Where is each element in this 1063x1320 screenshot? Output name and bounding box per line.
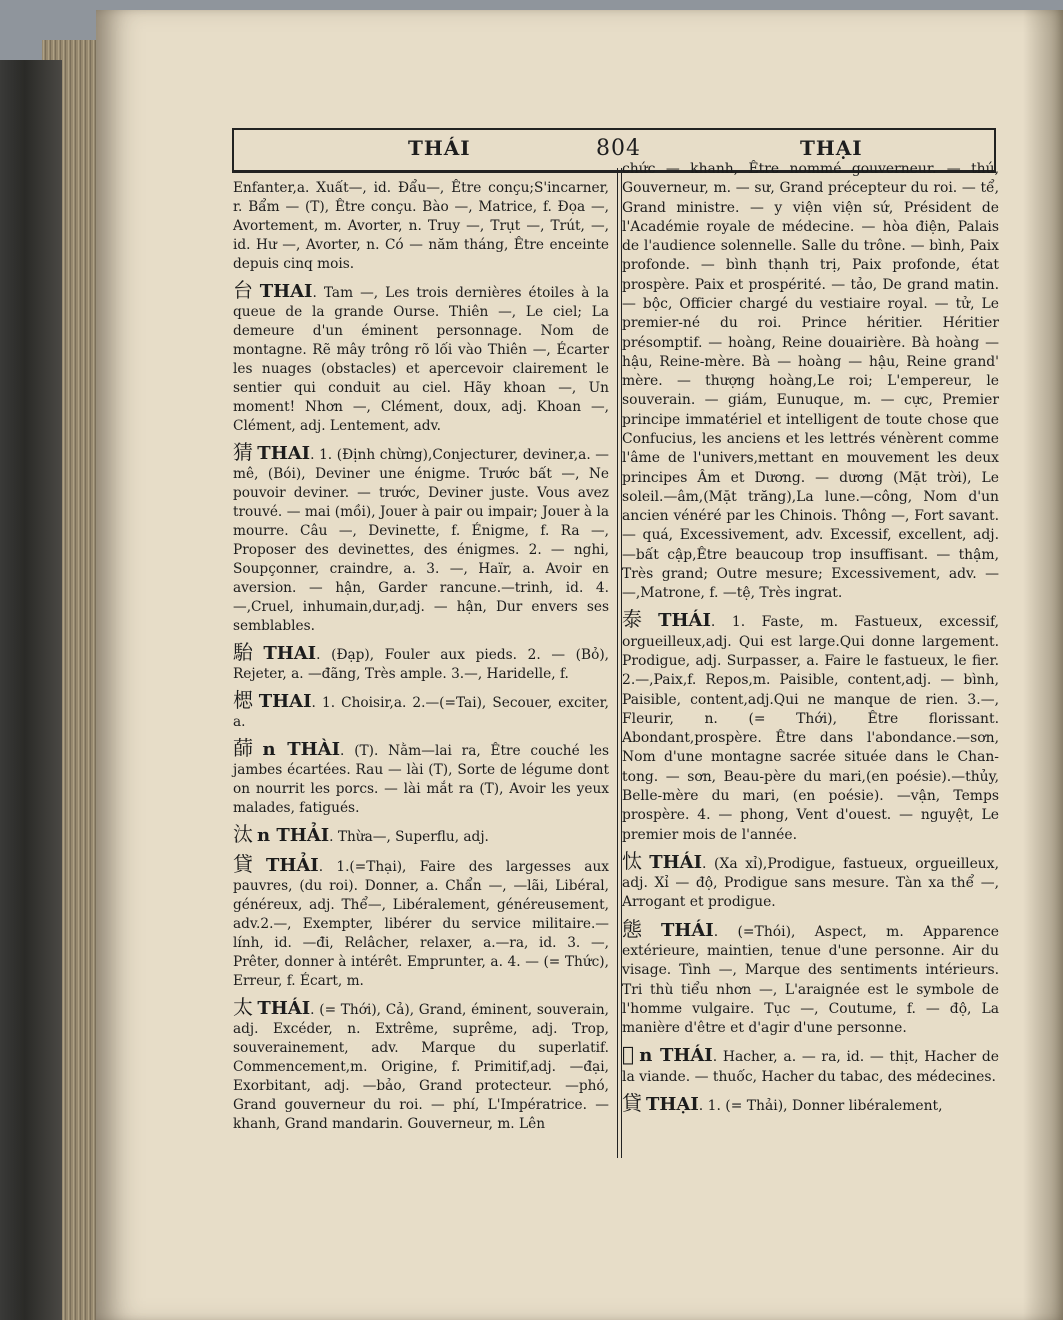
entry-glyph: 猜	[233, 440, 254, 465]
entry-headword: THÁI	[658, 610, 711, 632]
entry-headword: THÁI	[649, 851, 702, 873]
dictionary-entry	[233, 640, 610, 684]
dictionary-entry	[622, 1042, 999, 1087]
entry-text: . 1. Choisir,a. 2.—(=Tai), Secouer, exciter, a.	[233, 695, 610, 731]
entry-glyph: 蒒	[233, 736, 259, 761]
entry-text: . (Xa xỉ),Prodigue, fastueux, orgueilleux, adj. Xỉ — độ, Prodigue sans mesure. Tàn xa thể —, Arrogant et prodigue.	[622, 855, 999, 911]
entry-glyph: 楒	[233, 688, 255, 713]
entry-glyph: 泰	[622, 607, 655, 632]
entry-text: . 1. Faste, m. Fastueux, excessif, orgueilleux,adj. Qui est large.Qui donne largement. Prodigue, adj. Surpasser, a. Faire le fastueux, le fier. 2.—,Paix,f. Repos,m. Paisible, content,adj. — bình, Paisible, content,adj.Qui ne manque de rien. 3.—, Fleurir, n. (= Thới), Être florissant. Abondant,prospère. Être dans l'abondance.—sơn, Nom d'une montagne sacrée située dans le Chan-tong. — sơn, Beau-père du mari,(en poésie).—thủy, Belle-mère du mari, (en poésie). —vận, Temps prospère. 4. — phong, Vent d'ouest. — nguyệt, Le premier mois de l'année.	[622, 614, 1000, 843]
entry-text: . (T). Nằm—lai ra, Être couché les jambes écartées. Rau — lài (T), Sorte de légume dont on nourrit les porcs. — lài mắt ra (T), Avoir les yeux malades, fatigués.	[233, 743, 610, 817]
entry-text: . 1. (Định chừng),Conjecturer, deviner,a. —mê, (Bói), Deviner une énigme. Trước bất —, Ne pouvoir deviner. — trước, Deviner juste. Vous avez trouvé. — mai (mồi), Jouer à pair ou impair; Jouer à la mourre. Câu —, Devinette, f. Énigme, f. Ra —, Proposer des devinettes, des énigmes. 2. — nghi, Soupçonner, craindre, a. 3. —, Haïr, a. Avoir en aversion. — hận, Garder rancune.—trinh, id. 4.—,Cruel, inhumain,dur,adj. — hận, Dur envers ses semblables.	[233, 447, 609, 635]
entry-headword: n THÁI	[639, 1045, 713, 1067]
entry-text: . 1.(=Thại), Faire des largesses aux pauvres, (du roi). Donner, a. Chẩn —, —lãi, Libéral, généreux, adj. Thể—, Libéralement, généreusement, adv.2.—, Exempter, libérer du service militaire.— lính, id. —đi, Relâcher, relaxer, a.—ra, id. 3. —, Prêter, donner à intérêt. Emprunter, a. 4. — (= Thức), Erreur, f. Écart, m.	[233, 858, 610, 989]
entry-text: . (= Thới), Cả), Grand, éminent, souverain, adj. Excéder, n. Extrême, suprême, adj. Trop, souverainement, adv. Marque du superlatif. Commencement,m. Origine, f. Primitif,adj. —đại, Exorbitant, adj. —bảo, Grand protecteur. —phó, Grand gouverneur du roi. — phí, L'Impératrice. — khanh, Grand mandarin. Gouverneur, m. Lên	[233, 1001, 610, 1132]
left-column	[233, 179, 609, 1141]
entry-glyph: 貸	[233, 851, 262, 876]
entry-glyph: 貸	[622, 1090, 642, 1115]
dictionary-entry	[233, 851, 610, 991]
dictionary-entry	[233, 688, 610, 732]
continued-entry: chức — khanh, Être nommé gouverneur. — thú, Gouverneur, m. — sư, Grand précepteur du roi. — tể, Grand ministre. — y viện viện sứ, Président de l'Académie royale de médecine. — hòa điện, Palais de l'audience solennelle. Salle du trône. — bình, Paix profonde. — bình thạnh trị, Paix profonde, état prospère. Paix et prospérité. — tảo, De grand matin. — bộc, Officier chargé du vestiaire royal. — tử, Le premier-né du roi. Prince héritier. Héritier présomptif. — hoàng, Reine douairière. Bà hoàng — hậu, Reine-mère. Bà — hoàng — hậu, Reine grand' mère. — thượng hoàng,Le roi; L'empereur, le souverain. — giám, Eunuque, m. — cực, Premier principe immatériel et intelligent de toute chose que Confucius, les anciens et les lettrés vénèrent comme l'âme de l'univers,mettant en mouvement les deux principes Âm et Dương. — dương (Mặt trời), Le soleil.—âm,(Mặt trăng),La lune.—công, Nom d'un ancien vénéré par les Chinois. Thông —, Fort savant. — quá, Excessivement, adv. Excessif, excellent, adj. —bất cập,Être beaucoup trop insuffisant. — thậm, Très grand; Outre mesure; Excessivement, adv. — —,Matrone, f. —tệ, Très ingrat.	[622, 161, 999, 602]
entry-text: . (=Thói), Aspect, m. Apparence extérieure, maintien, tenue d'une personne. Air du visage. Tình —, Marque des sentiments intérieurs. Tri thù tiểu nhơn —, L'araignée est le symbole de l'homme vulgaire. Tục —, Coutume, f. — độ, La manière d'être et d'agir d'une personne.	[622, 923, 999, 1037]
entry-text: . Thừa—, Superflu, adj.	[329, 829, 489, 846]
page-curve-shadow	[1023, 10, 1063, 1320]
entry-glyph: 駘	[233, 640, 260, 665]
dictionary-entry	[233, 822, 609, 847]
entry-text: . Hacher, a. — ra, id. — thịt, Hacher de la viande. — thuốc, Hacher du tabac, des médecines.	[622, 1049, 999, 1085]
entry-glyph: 𠛌	[622, 1042, 636, 1067]
dictionary-entry	[622, 1090, 999, 1116]
entry-headword: THAI	[259, 281, 313, 303]
entry-headword: THÁI	[257, 997, 311, 1019]
dictionary-entry	[233, 440, 609, 636]
entry-headword: THAI	[257, 443, 311, 465]
entry-glyph: 汰	[233, 822, 253, 847]
entry-glyph: 太	[233, 994, 254, 1019]
right-column	[622, 160, 999, 1123]
dictionary-entry	[622, 848, 999, 913]
entry-glyph: 台	[233, 278, 256, 303]
entry-headword: n THẢI	[257, 825, 330, 847]
entry-headword: THAI	[263, 643, 317, 665]
book-spine	[0, 60, 62, 1320]
entry-text: . 1. (= Thải), Donner libéralement,	[698, 1097, 943, 1114]
entry-headword: n THÀI	[262, 739, 341, 761]
dictionary-entry	[622, 916, 999, 1039]
entry-glyph: 忲	[622, 848, 646, 873]
dictionary-entry	[233, 994, 610, 1134]
page-number: 804	[596, 136, 641, 161]
entry-text: . Tam —, Les trois dernières étoiles à la queue de la grande Ourse. Thiên —, Le ciel; La demeure d'un éminent personnage. Nom de montagne. Rẽ mây trông rõ lối vào Thiên —, Écarter les nuages (obstacles) et apercevoir clairement le sentier qui conduit au ciel. Hãy khoan —, Un moment! Nhơn —, Clément, doux, adj. Khoan —, Clément, adj. Lentement, adv.	[233, 285, 610, 435]
entry-headword: THAI	[258, 691, 312, 713]
entry-text: . (Đạp), Fouler aux pieds. 2. — (Bỏ), Rejeter, a. —đãng, Très ample. 3.—, Haridelle, f.	[233, 647, 610, 683]
continued-entry: Enfanter,a. Xuất—, id. Đẩu—, Être conçu;S'incarner, r. Bẩm — (T), Être conçu. Bào —, Matrice, f. Đọa —, Avortement, m. Avorter, n. Truy —, Trụt —, Trút, —, id. Hư —, Avorter, n. Có — năm tháng, Être enceinte depuis cinq mois.	[233, 180, 609, 273]
dictionary-entry	[233, 278, 610, 436]
dictionary-entry	[233, 736, 610, 818]
entry-glyph: 態	[622, 916, 657, 941]
dictionary-entry	[622, 607, 1000, 844]
header-right-word: THẠI	[800, 136, 863, 160]
entry-headword: THẠI	[646, 1093, 699, 1115]
entry-headword: THẢI	[265, 854, 319, 876]
header-left-word: THÁI	[408, 136, 471, 160]
entry-headword: THÁI	[660, 919, 714, 941]
